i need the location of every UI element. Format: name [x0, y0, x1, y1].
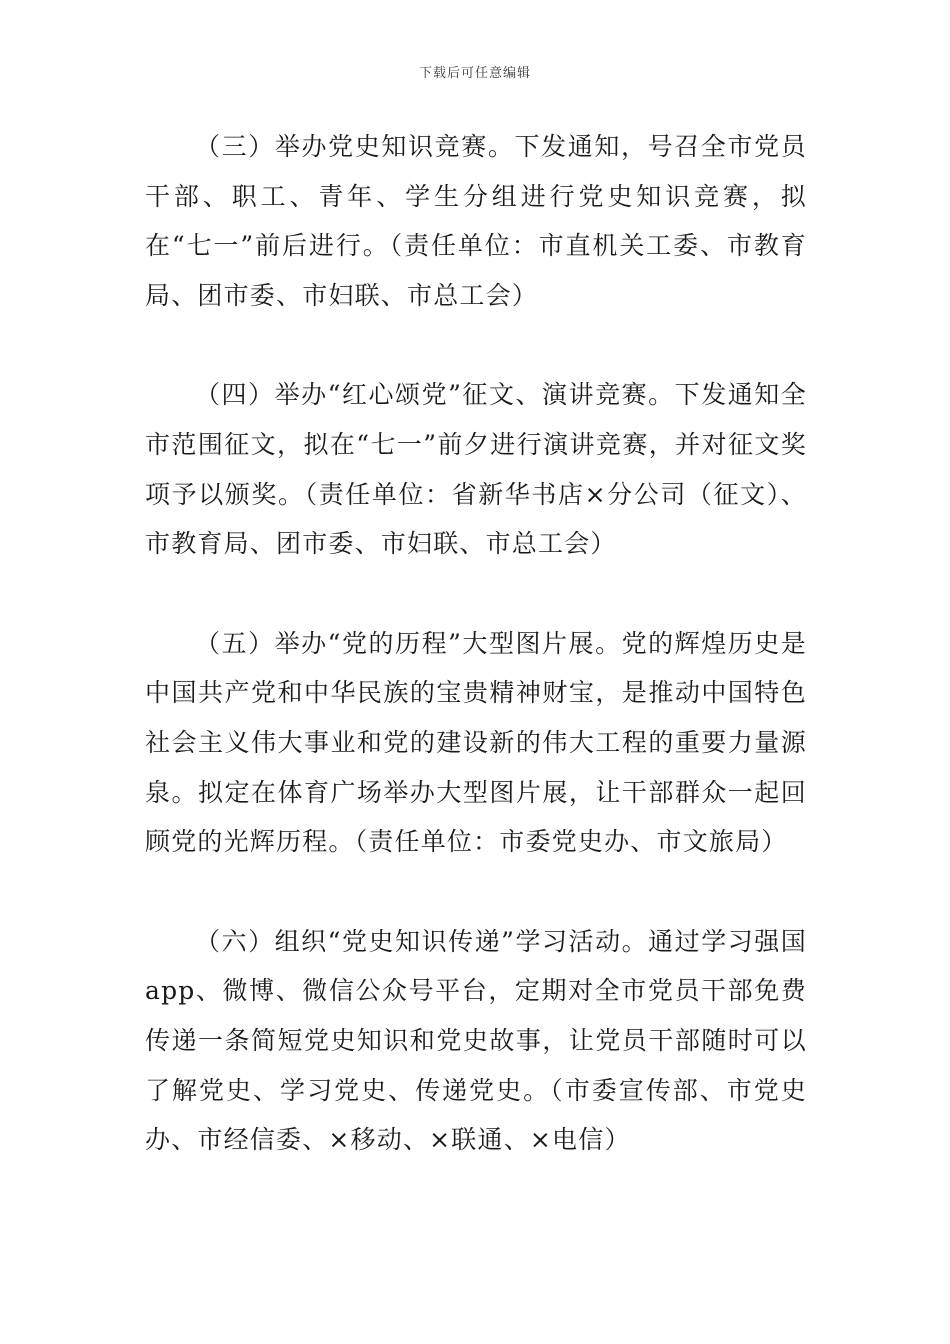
document-body [145, 122, 807, 1215]
paragraph-4-essay-speech-contest: （四）举办“红心颂党”征文、演讲竞赛。下发通知全市范围征文，拟在“七一”前夕进行演讲竞赛，并对征文奖项予以颁奖。（责任单位：省新华书店×分公司（征文）、市教育局、团市委、市妇联、市总工会） [145, 380, 807, 559]
paragraph-6-knowledge-sharing: （六）组织“党史知识传递”学习活动。通过学习强国app、微博、微信公众号平台，定期对全市党员干部免费传递一条简短党史知识和党史故事，让党员干部随时可以了解党史、学习党史、传递党史。（市委宣传部、市党史办、市经信委、×移动、×联通、×电信） [145, 926, 807, 1155]
paragraph-5-photo-exhibition: （五）举办“党的历程”大型图片展。党的辉煌历史是中国共产党和中华民族的宝贵精神财宝，是推动中国特色社会主义伟大事业和党的建设新的伟大工程的重要力量源泉。拟定在体育广场举办大型图片展，让干部群众一起回顾党的光辉历程。（责任单位：市委党史办、市文旅局） [145, 628, 807, 857]
paragraph-3-knowledge-contest: （三）举办党史知识竞赛。下发通知，号召全市党员干部、职工、青年、学生分组进行党史知识竞赛，拟在“七一”前后进行。（责任单位：市直机关工委、市教育局、团市委、市妇联、市总工会） [145, 132, 807, 310]
page-header: 下载后可任意编辑 [418, 66, 531, 81]
